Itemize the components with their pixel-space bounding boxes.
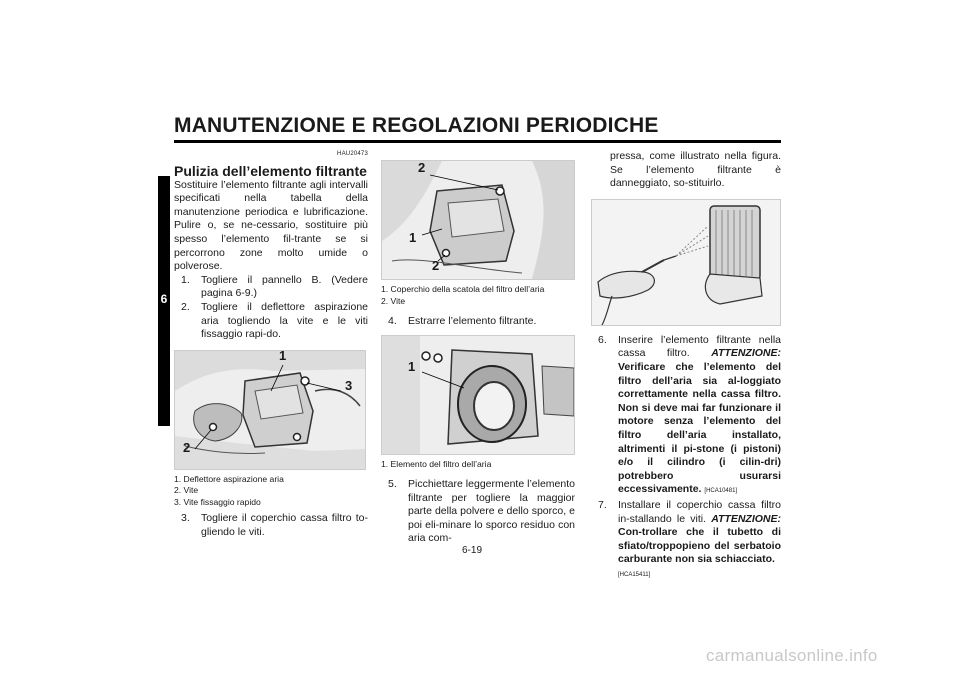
caption-line: 1. Elemento del filtro dell’aria: [381, 458, 492, 469]
intro-paragraph: Sostituire l’elemento filtrante agli intervalli specificati nella tabella della manutenzione periodica e lubrificazione. Pulire o, se ne-cessario, sostituire più spesso l’elemento fil-trante se si percorrono zone molto umide o polverose.: [174, 178, 368, 273]
step-text: [618, 499, 781, 583]
figure-filter-element: [381, 335, 575, 455]
figure-callout: 1: [408, 358, 416, 374]
step-text: Togliere il coperchio cassa filtro to-gliendo le viti.: [201, 512, 368, 538]
step-number: 7.: [598, 498, 607, 511]
caption-line: 1. Coperchio della scatola del filtro dell’aria: [381, 284, 545, 294]
step-instruction: Inserire l’elemento filtrante nella cassa filtro.: [618, 333, 781, 360]
caution-text: Con-trollare che il tubetto di sfiato/troppopieno del serbatoio carburante non sia schiacciato.: [618, 526, 781, 566]
header-rule: [174, 140, 781, 143]
compressed-air-illustration: [592, 200, 780, 325]
caution-code: [HCA10481]: [704, 488, 738, 495]
figure-caption: [381, 284, 575, 307]
figure-callout: 2: [432, 258, 440, 273]
caution-code: [HCA15411]: [618, 571, 651, 578]
step-6: [591, 334, 781, 499]
caption-line: 2. Vite: [174, 485, 199, 496]
step-number: 6.: [598, 333, 607, 346]
figure-compressed-air: [591, 199, 781, 326]
figure-callout: 3: [345, 377, 353, 393]
step-number: 1.: [181, 273, 190, 286]
figure-callout: 2: [183, 439, 191, 455]
step-instruction: Installare il coperchio cassa filtro in-stallando le viti.: [618, 498, 781, 525]
section-title: Pulizia dell’elemento filtrante: [174, 162, 367, 179]
step-number: 4.: [388, 315, 397, 327]
step-number: 2.: [181, 300, 190, 313]
figure-callout: 2: [418, 160, 426, 175]
step-number: 3.: [181, 512, 190, 525]
column-2: [381, 160, 575, 546]
step-1: [174, 274, 368, 301]
air-deflector-illustration: [175, 351, 365, 469]
step-text: Togliere il pannello B. (Vedere pagina 6-9.): [201, 273, 368, 300]
step-4: [381, 315, 575, 329]
column-3: [591, 150, 781, 582]
caption-line: 1. Deflettore aspirazione aria: [174, 473, 284, 484]
page-title: MANUTENZIONE E REGOLAZIONI PERIODICHE: [174, 114, 659, 137]
section-code: HAU20473: [337, 151, 368, 157]
caution-text: Verificare che l’elemento del filtro dell’aria sia al-loggiato correttamente nella cassa filtro. Non si deve mai far funzionare il motore senza l’elemento del filtro dell’aria installato, altrimenti il pi-stone (i pistoni) e/o il cilindro (i cilin-dri) potrebbero usurarsi eccessivamente.: [618, 360, 781, 496]
step-2: [174, 301, 368, 342]
column-1: [174, 148, 368, 539]
step-5-continuation: pressa, come illustrato nella figura. Se l’elemento filtrante è danneggiato, so-stituirlo.: [610, 150, 781, 190]
step-text: Picchiettare leggermente l’elemento filtrante per togliere la maggior parte della polvere e dello sporco, e poi eli-minare lo sporco residuo con aria com-: [408, 478, 575, 545]
step-number: 5.: [388, 478, 397, 491]
figure-air-deflector: [174, 350, 366, 470]
step-5: [381, 478, 575, 546]
step-7: [591, 499, 781, 583]
figure-callout: 1: [409, 230, 417, 245]
page-number: 6-19: [462, 545, 483, 556]
filter-cover-illustration: [382, 161, 574, 279]
caption-line: 2. Vite: [381, 295, 406, 306]
filter-element-illustration: [382, 336, 574, 454]
step-text: Togliere il deflettore aspirazione aria togliendo la vite e le viti fissaggio rapi-do.: [201, 300, 368, 341]
figure-caption: [174, 474, 368, 509]
chapter-tab-number: 6: [160, 292, 168, 306]
figure-caption: [381, 459, 575, 471]
caution-label: ATTENZIONE:: [711, 512, 781, 525]
figure-filter-cover: [381, 160, 575, 280]
figure-callout: 1: [279, 349, 287, 363]
caption-line: 3. Vite fissaggio rapido: [174, 496, 261, 507]
step-3: [174, 512, 368, 539]
step-text: Estrarre l’elemento filtrante.: [408, 315, 537, 327]
step-text: [618, 334, 781, 499]
caution-label: ATTENZIONE:: [711, 347, 781, 360]
watermark: carmanualsonline.info: [706, 646, 878, 665]
